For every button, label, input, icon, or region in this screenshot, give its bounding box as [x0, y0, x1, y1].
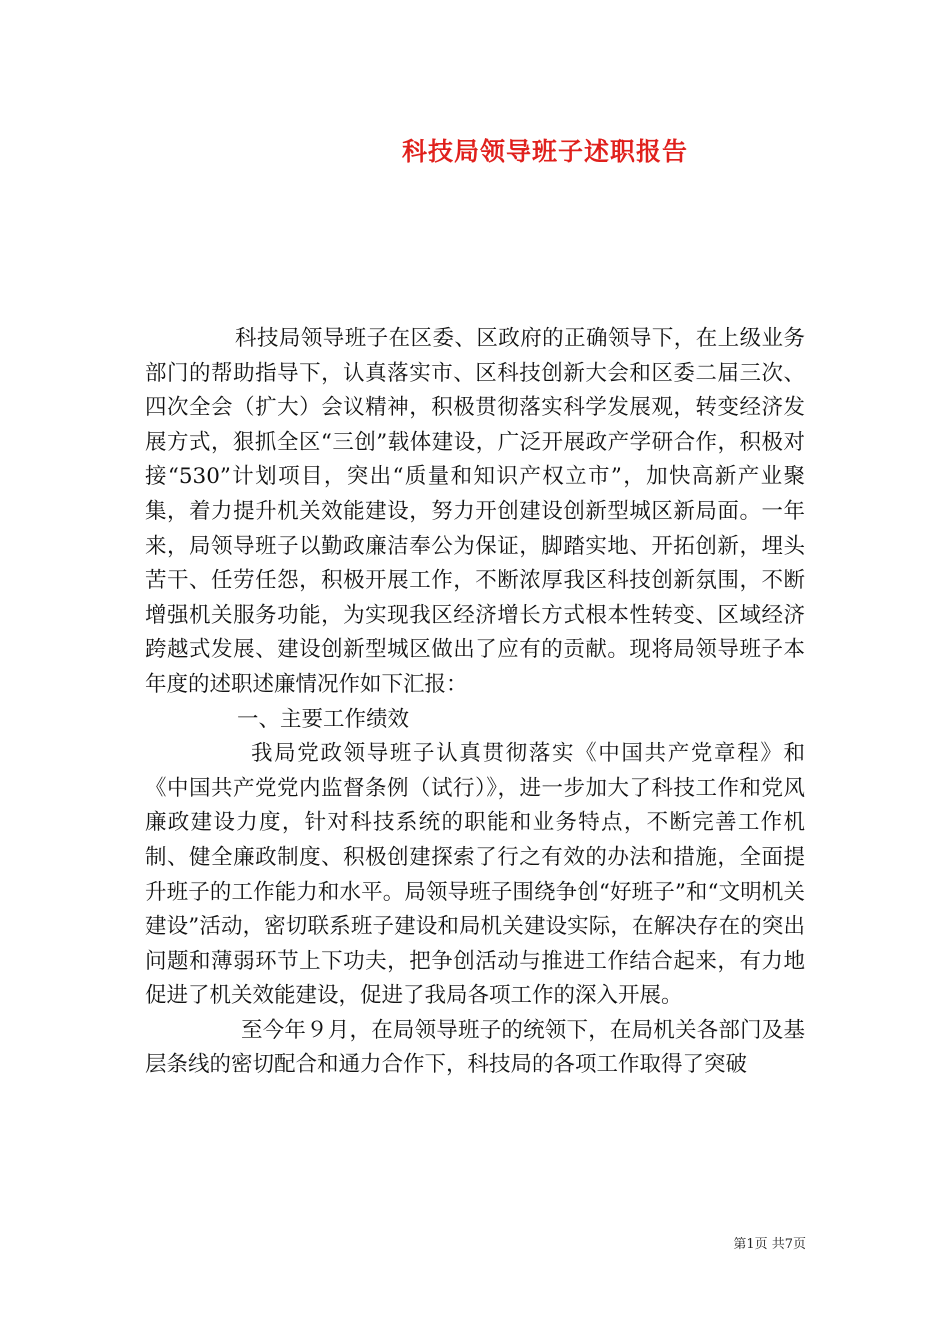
- paragraph-work-performance: 我局党政领导班子认真贯彻落实《中国共产党章程》和《中国共产党党内监督条例（试行）》，进一步加大了科技工作和党风廉政建设力度，针对科技系统的职能和业务特点，不断完善工作机制、健全廉政制度、积极创建探索了行之有效的办法和措施，全面提升班子的工作能力和水平。局领导班子围绕争创“好班子”和“文明机关建设”活动，密切联系班子建设和局机关建设实际，在解决存在的突出问题和薄弱环节上下功夫，把争创活动与推进工作结合起来，有力地促进了机关效能建设，促进了我局各项工作的深入开展。: [145, 741, 805, 1009]
- document-body: [145, 322, 805, 1083]
- page-number-footer: 第1页 共7页: [733, 1237, 806, 1252]
- paragraph-progress: 至今年９月，在局领导班子的统领下，在局机关各部门及基层条线的密切配合和通力合作下，科技局的各项工作取得了突破: [145, 1017, 805, 1078]
- paragraph-intro: 科技局领导班子在区委、区政府的正确领导下，在上级业务部门的帮助指导下，认真落实市、区科技创新大会和区委二届三次、四次全会（扩大）会议精神，积极贯彻落实科学发展观，转变经济发展方式，狠抓全区“三创”载体建设，广泛开展政产学研合作，积极对接“530”计划项目，突出“质量和知识产权立市”，加快高新产业聚集，着力提升机关效能建设，努力开创建设创新型城区新局面。一年来，局领导班子以勤政廉洁奉公为保证，脚踏实地、开拓创新，埋头苦干、任劳任怨，积极开展工作，不断浓厚我区科技创新氛围，不断增强机关服务功能，为实现我区经济增长方式根本性转变、区域经济跨越式发展、建设创新型城区做出了应有的贡献。现将局领导班子本年度的述职述廉情况作如下汇报：: [145, 326, 805, 697]
- document-title: 科技局领导班子述职报告: [401, 137, 688, 166]
- section-heading: 一、主要工作绩效: [237, 706, 410, 732]
